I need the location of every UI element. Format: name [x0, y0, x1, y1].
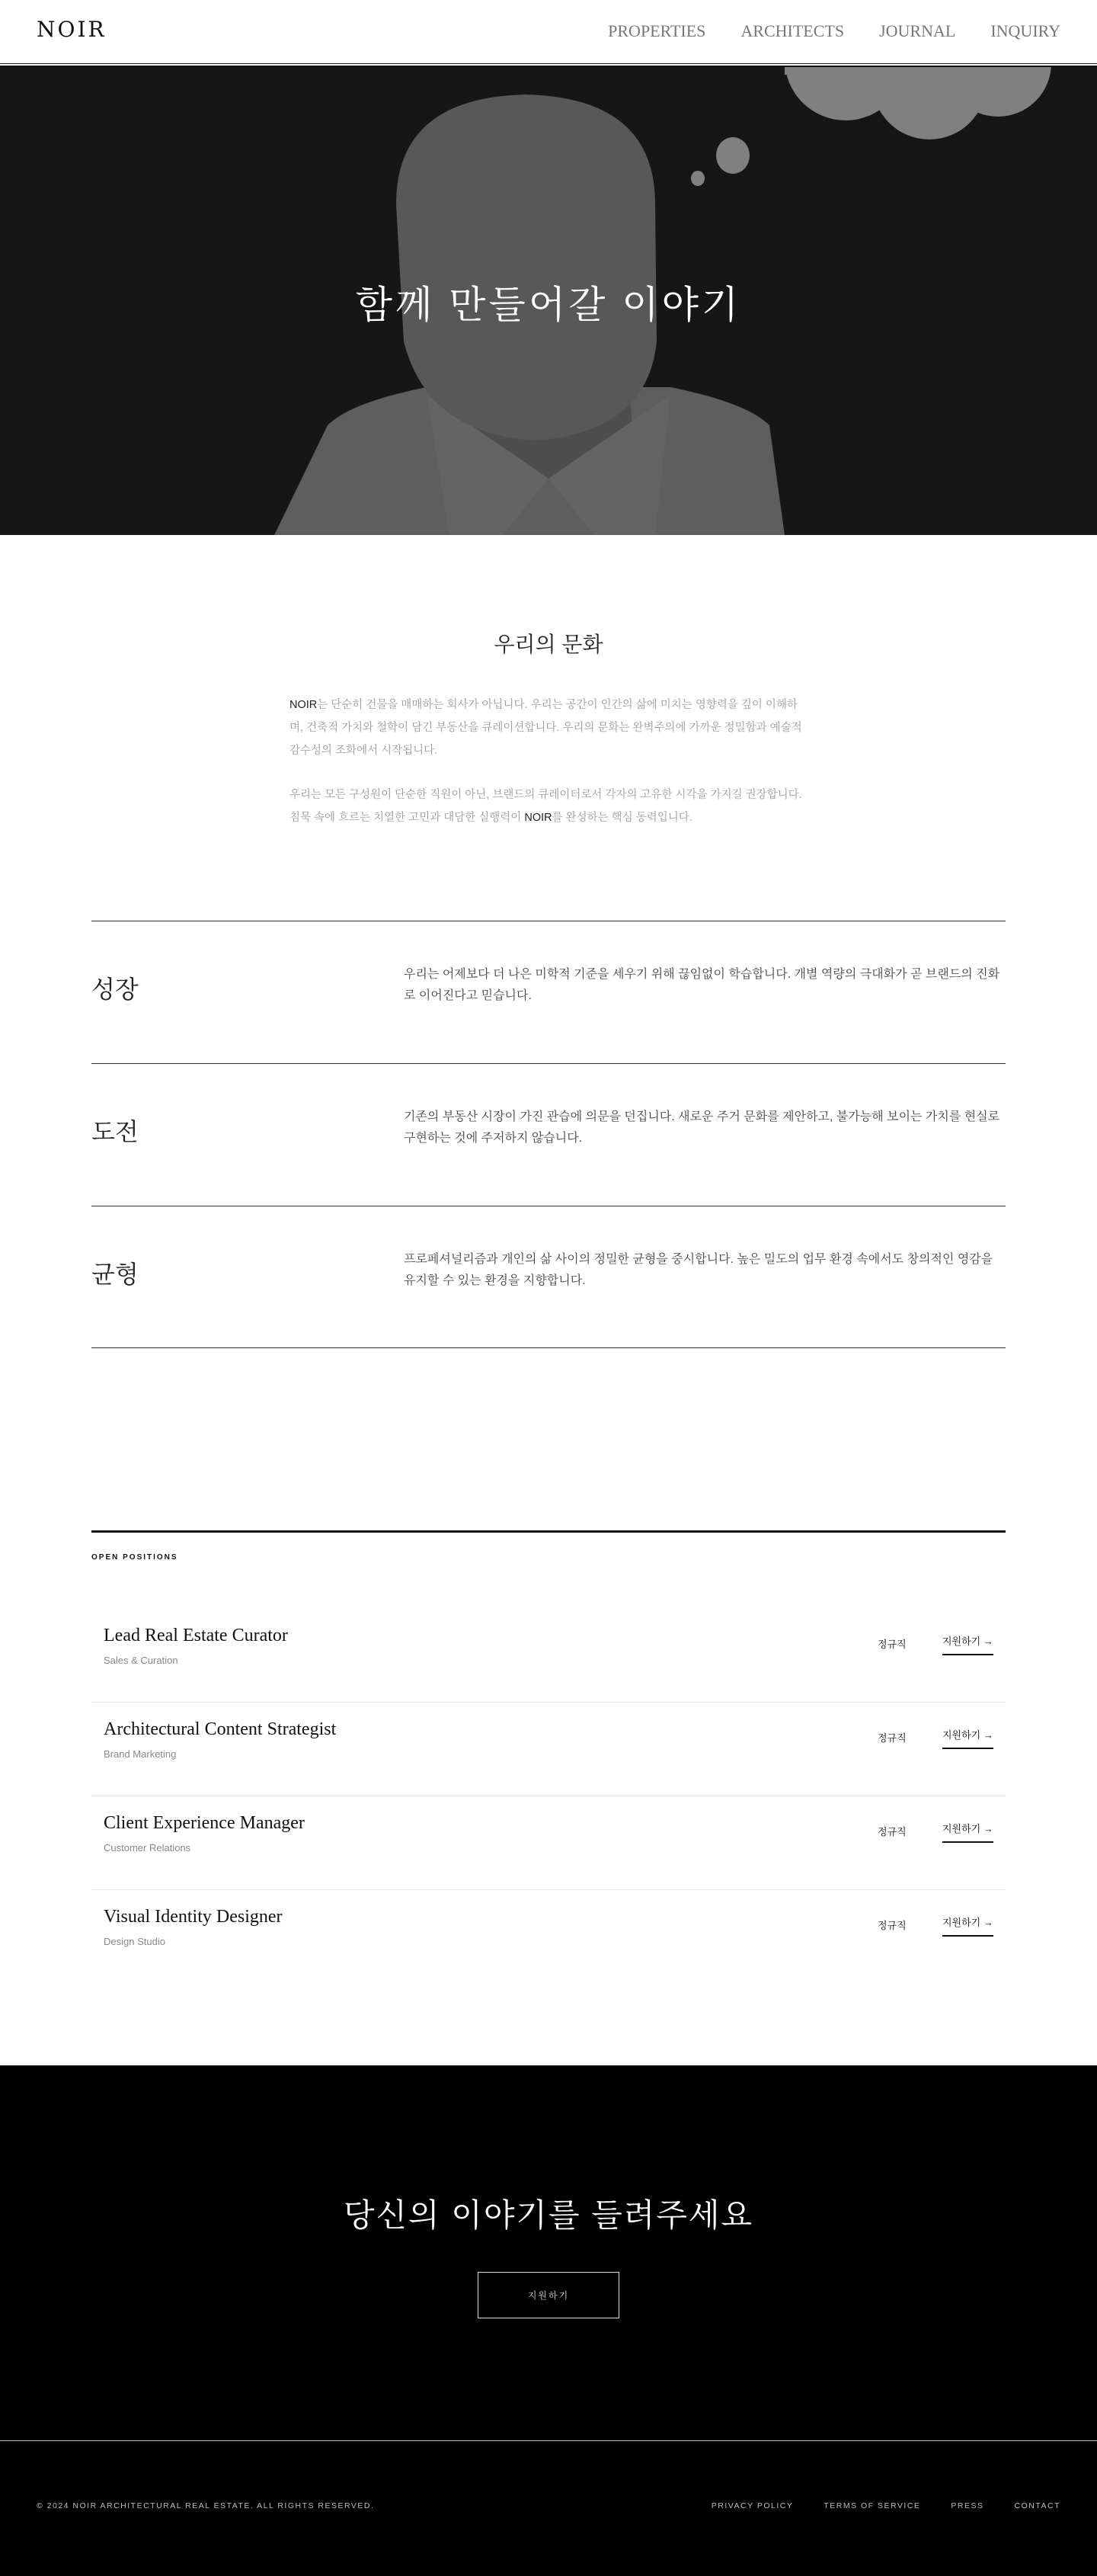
hero [0, 67, 1097, 535]
value-text: 기존의 부동산 시장이 가진 관습에 의문을 던집니다. 새로운 주거 문화를 제안하고, 불가능해 보이는 가치를 현실로 구현하는 것에 주저하지 않습니다. [404, 1110, 1000, 1145]
nav-properties[interactable]: PROPERTIES [608, 21, 706, 40]
employment-type: 정규직 [878, 1639, 907, 1650]
employment-type: 정규직 [878, 1826, 907, 1837]
value-item [91, 1206, 1006, 1348]
hero-title: 함께 만들어갈 이야기 [355, 284, 742, 326]
culture-paragraph-1 [289, 694, 808, 762]
apply-link[interactable]: 지원하기 → [942, 1727, 993, 1749]
position-department: Customer Relations [104, 1842, 191, 1854]
nav-architects[interactable]: ARCHITECTS [740, 21, 845, 40]
main-nav [608, 21, 1060, 41]
site-header [0, 0, 1097, 64]
footer-divider [0, 2440, 1097, 2441]
position-row[interactable] [91, 1796, 1006, 1890]
apply-link[interactable]: 지원하기 → [942, 1633, 993, 1655]
values-list [91, 921, 1006, 1348]
value-item [91, 1063, 1006, 1206]
open-positions [91, 1530, 1006, 1947]
value-title: 균형 [91, 1261, 139, 1288]
position-department: Sales & Curation [104, 1655, 178, 1666]
culture-title: 우리의 문화 [494, 633, 603, 656]
cta-title: 당신의 이야기를 들려주세요 [343, 2197, 754, 2233]
position-row[interactable] [91, 1890, 1006, 1984]
footer-link-press[interactable]: PRESS [951, 2501, 984, 2510]
section-label: OPEN POSITIONS [91, 1553, 178, 1562]
footer-link-terms[interactable]: TERMS OF SERVICE [824, 2501, 921, 2510]
value-item [91, 921, 1006, 1063]
value-title: 성장 [91, 976, 139, 1003]
value-title: 도전 [91, 1118, 139, 1145]
apply-button[interactable]: 지원하기 [478, 2272, 619, 2318]
copyright: © 2024 NOIR ARCHITECTURAL REAL ESTATE. ALL RIGHTS RESERVED. [37, 2501, 375, 2510]
footer-nav [712, 2501, 1060, 2510]
position-department: Design Studio [104, 1936, 165, 1947]
employment-type: 정규직 [878, 1920, 907, 1931]
position-title: Visual Identity Designer [104, 1907, 283, 1927]
position-row[interactable] [91, 1609, 1006, 1703]
position-title: Client Experience Manager [104, 1813, 305, 1833]
footer-link-contact[interactable]: CONTACT [1014, 2501, 1060, 2510]
position-row[interactable] [91, 1703, 1006, 1796]
position-department: Brand Marketing [104, 1748, 177, 1760]
brand-name: NOIR [524, 812, 552, 824]
nav-journal[interactable]: JOURNAL [879, 21, 956, 40]
cta-section [0, 2065, 1097, 2576]
employment-type: 정규직 [878, 1732, 907, 1744]
position-title: Architectural Content Strategist [104, 1719, 337, 1739]
value-text: 우리는 어제보다 더 나은 미학적 기준을 세우기 위해 끊임없이 학습합니다. 개별 역량의 극대화가 곧 브랜드의 진화로 이어진다고 믿습니다. [404, 968, 1000, 1002]
culture-text: 우리는 모든 구성원이 단순한 직원이 아닌, 브랜드의 큐레이터로서 각자의 고유한 시각을 가지길 권장합니다. 침묵 속에 흐르는 치열한 고민과 대담한 실행력이 [289, 789, 802, 824]
position-title: Lead Real Estate Curator [104, 1626, 288, 1645]
apply-link[interactable]: 지원하기 → [942, 1914, 993, 1937]
nav-inquiry[interactable]: INQUIRY [990, 21, 1060, 40]
apply-link[interactable]: 지원하기 → [942, 1821, 993, 1843]
thought-bubble-icon [691, 67, 1051, 186]
brand-name: NOIR [289, 699, 318, 711]
culture-text: 를 완성하는 핵심 동력입니다. [552, 812, 692, 824]
culture-paragraph-2 [289, 783, 808, 829]
logo[interactable]: NOIR [37, 17, 107, 42]
footer-link-privacy[interactable]: PRIVACY POLICY [711, 2501, 794, 2510]
value-text: 프로페셔널리즘과 개인의 삶 사이의 정밀한 균형을 중시합니다. 높은 밀도의 업무 환경 속에서도 창의적인 영감을 유지할 수 있는 환경을 지향합니다. [404, 1253, 993, 1287]
culture-text: 는 단순히 건물을 매매하는 회사가 아닙니다. 우리는 공간이 인간의 삶에 미치는 영향력을 깊이 이해하며, 건축적 가치와 철학이 담긴 부동산을 큐레이션합니다. 우리의 문화는 완벽주의에 가까운 정밀함과 예술적 감수성의 조화에서 시작됩니다. [289, 699, 802, 757]
